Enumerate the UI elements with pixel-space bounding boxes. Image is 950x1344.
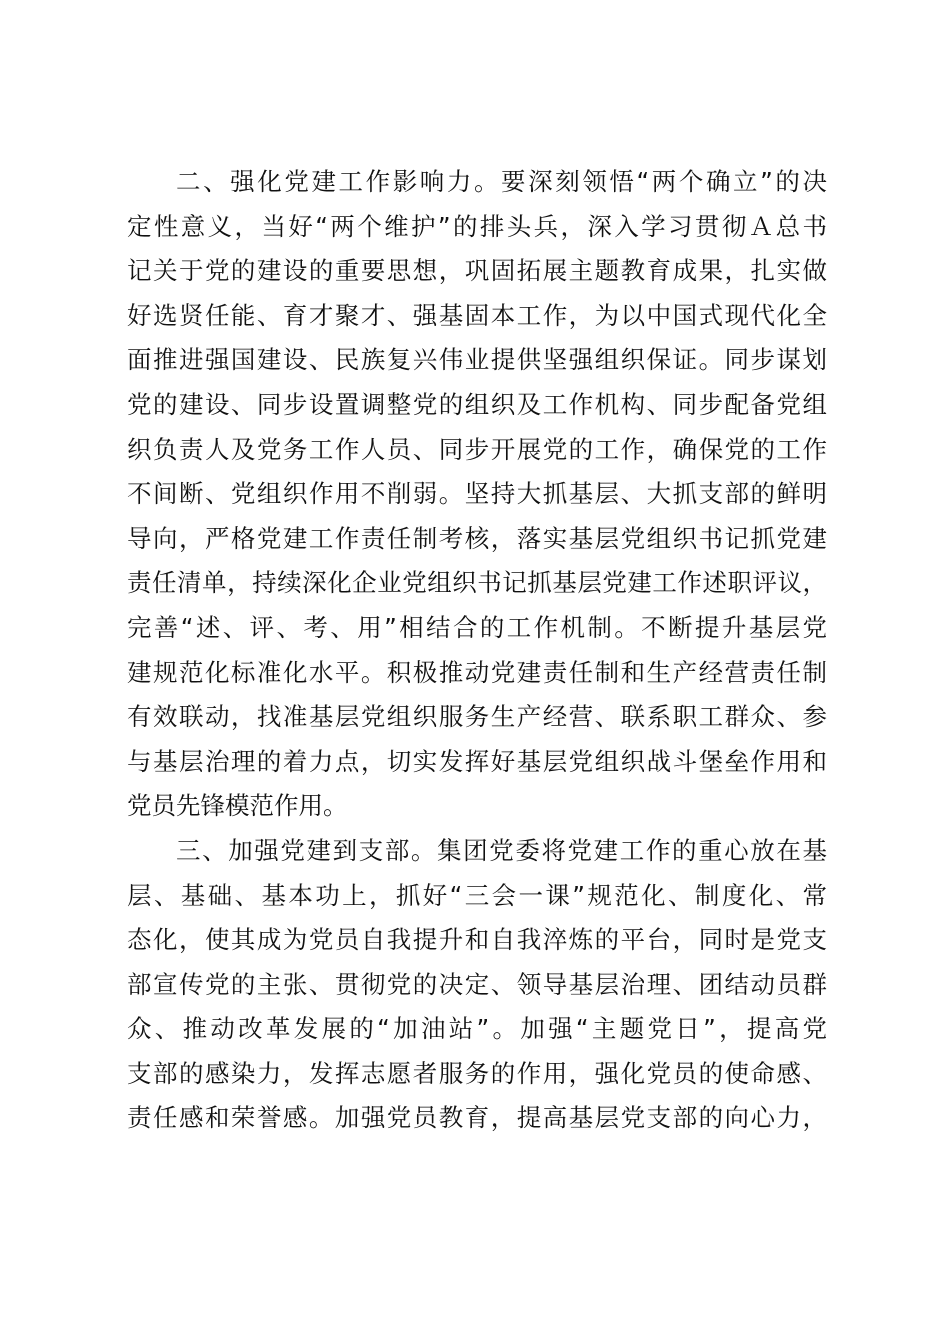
paragraph-line: 党员先锋模范作用。 bbox=[127, 791, 348, 821]
paragraph-line: 建规范化标准化水平。积极推动党建责任制和生产经营责任制 bbox=[127, 657, 827, 687]
paragraph-line: 责任感和荣誉感。加强党员教育，提高基层党支部的向心力， bbox=[127, 1103, 827, 1133]
paragraph-line: 完善“述、评、考、用”相结合的工作机制。不断提升基层党 bbox=[127, 612, 827, 642]
paragraph-line: 部宣传党的主张、贯彻党的决定、领导基层治理、团结动员群 bbox=[127, 969, 827, 999]
paragraph-line: 与基层治理的着力点，切实发挥好基层党组织战斗堡垒作用和 bbox=[127, 746, 827, 776]
paragraph-line: 层、基础、基本功上，抓好“三会一课”规范化、制度化、常 bbox=[127, 880, 827, 910]
paragraph-line: 支部的感染力，发挥志愿者服务的作用，强化党员的使命感、 bbox=[127, 1058, 827, 1088]
document-body bbox=[127, 160, 827, 1141]
paragraph-line: 三、加强党建到支部。集团党委将党建工作的重心放在基 bbox=[176, 835, 827, 865]
paragraph-line: 态化，使其成为党员自我提升和自我淬炼的平台，同时是党支 bbox=[127, 925, 827, 955]
paragraph-line: 责任清单，持续深化企业党组织书记抓基层党建工作述职评议， bbox=[127, 568, 827, 598]
paragraph-line: 定性意义，当好“两个维护”的排头兵，深入学习贯彻Ａ总书 bbox=[127, 211, 827, 241]
paragraph-line: 有效联动，找准基层党组织服务生产经营、联系职工群众、参 bbox=[127, 702, 827, 732]
paragraph-line: 面推进强国建设、民族复兴伟业提供坚强组织保证。同步谋划 bbox=[127, 345, 827, 375]
paragraph-line: 记关于党的建设的重要思想，巩固拓展主题教育成果，扎实做 bbox=[127, 256, 827, 286]
paragraph-section-3 bbox=[127, 829, 827, 1141]
paragraph-section-2 bbox=[127, 160, 827, 829]
paragraph-line: 二、强化党建工作影响力。要深刻领悟“两个确立”的决 bbox=[176, 167, 827, 196]
paragraph-line: 织负责人及党务工作人员、同步开展党的工作，确保党的工作 bbox=[127, 434, 827, 464]
paragraph-line: 不间断、党组织作用不削弱。坚持大抓基层、大抓支部的鲜明 bbox=[127, 479, 827, 509]
paragraph-line: 众、推动改革发展的“加油站”。加强“主题党日”，提高党 bbox=[127, 1014, 827, 1044]
paragraph-line: 党的建设、同步设置调整党的组织及工作机构、同步配备党组 bbox=[127, 389, 827, 419]
paragraph-line: 导向，严格党建工作责任制考核，落实基层党组织书记抓党建 bbox=[127, 523, 827, 553]
paragraph-line: 好选贤任能、育才聚才、强基固本工作，为以中国式现代化全 bbox=[127, 300, 827, 330]
